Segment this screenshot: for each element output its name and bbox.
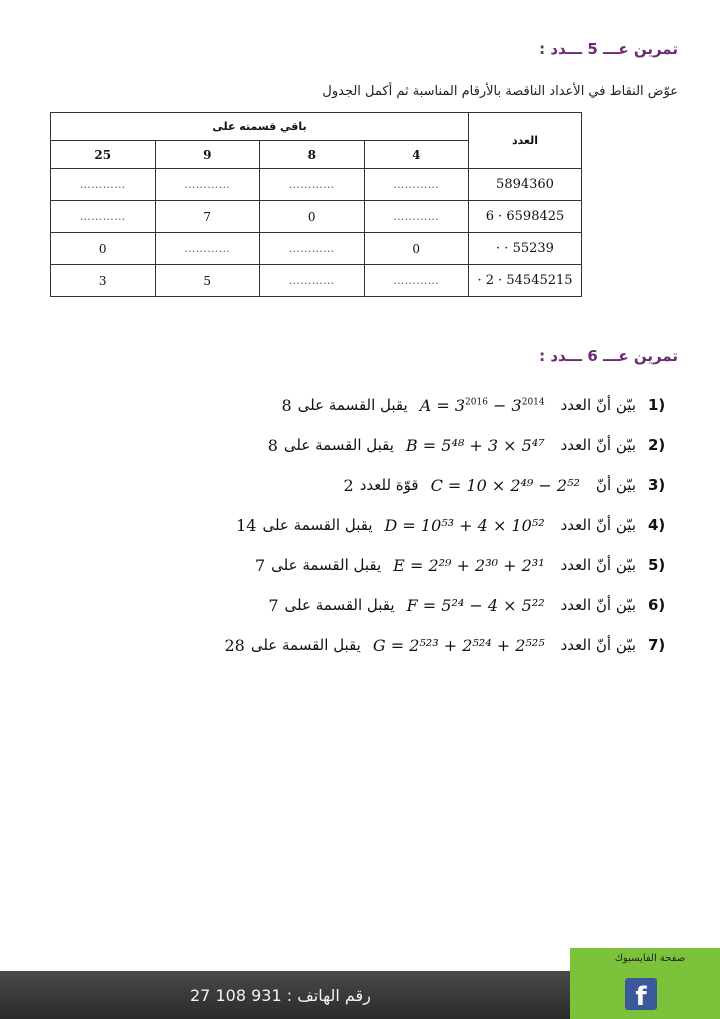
list-item — [110, 625, 670, 665]
number-cell: 55239 · · — [469, 233, 582, 265]
remainder-cell: ………… — [260, 169, 365, 201]
exercise-5-instruction: عوّض النقاط في الأعداد الناقصة بالأرقام المناسبة ثم أكمل الجدول — [322, 84, 678, 99]
item-expression: $A = 3^{2016} - 3^{2014}$ — [419, 395, 545, 415]
item-expression: E = 2²⁹ + 2³⁰ + 2³¹ — [393, 555, 545, 575]
item-suffix: يقبل القسمة على — [284, 596, 395, 614]
divisor-header: 9 — [155, 141, 260, 169]
item-expression: G = 2⁵²³ + 2⁵²⁴ + 2⁵²⁵ — [372, 635, 545, 655]
number-header: العدد — [469, 113, 582, 169]
remainder-cell: ………… — [155, 233, 260, 265]
number-cell: 6598425 · 6 — [469, 201, 582, 233]
expr-base: 3 — [454, 395, 466, 415]
expr-exponent: 2014 — [521, 397, 545, 408]
item-prefix: بيّن أنّ العدد — [560, 436, 636, 454]
item-index: 6) — [648, 596, 666, 614]
list-item — [110, 425, 670, 465]
item-prefix: بيّن أنّ العدد — [560, 556, 636, 574]
item-index: 3) — [648, 476, 666, 494]
remainder-cell: ………… — [260, 265, 365, 297]
item-suffix: يقبل القسمة على — [297, 396, 408, 414]
item-number: 14 — [236, 515, 257, 535]
exercise-6-list — [110, 385, 670, 665]
remainder-cell: ………… — [364, 169, 469, 201]
item-expression: B = 5⁴⁸ + 3 × 5⁴⁷ — [405, 435, 545, 455]
expr-lhs: G — [372, 635, 386, 655]
list-item — [110, 585, 670, 625]
expr-lhs: F — [406, 595, 418, 615]
expr-base: 3 — [511, 395, 522, 415]
remainder-cell: ………… — [364, 265, 469, 297]
exercise-6-title: تمرين عـــ 6 ـــدد : — [539, 347, 678, 365]
expr-lhs: C — [430, 475, 443, 495]
expr-body: 2⁵²³ + 2⁵²⁴ + 2⁵²⁵ — [409, 635, 545, 655]
item-expression: D = 10⁵³ + 4 × 10⁵² — [384, 515, 545, 535]
remainder-cell: 0 — [364, 233, 469, 265]
item-prefix: بيّن أنّ العدد — [560, 516, 636, 534]
item-number: 8 — [281, 395, 292, 415]
expr-lhs: D — [384, 515, 398, 535]
facebook-label: صفحة الفايسبوك — [614, 953, 686, 964]
expr-exponent: 2016 — [465, 397, 488, 408]
item-expression: F = 5²⁴ − 4 × 5²² — [406, 595, 545, 615]
table-row — [51, 169, 582, 201]
expr-lhs: E — [393, 555, 405, 575]
item-prefix: بيّن أنّ العدد — [560, 596, 636, 614]
remainders-table — [50, 112, 582, 297]
remainder-cell: ………… — [364, 201, 469, 233]
facebook-icon[interactable]: f — [625, 978, 657, 1010]
expr-body: 10 × 2⁴⁹ − 2⁵² — [466, 475, 580, 495]
list-item — [110, 465, 670, 505]
item-prefix: بيّن أنّ — [595, 476, 636, 494]
item-suffix: يقبل القسمة على — [262, 516, 373, 534]
item-index: 2) — [648, 436, 666, 454]
item-prefix: بيّن أنّ العدد — [560, 396, 636, 414]
item-suffix: يقبل القسمة على — [283, 436, 394, 454]
item-index: 1) — [648, 396, 666, 414]
remainder-cell: 5 — [155, 265, 260, 297]
divisor-header: 4 — [364, 141, 469, 169]
remainder-header: باقي قسمته على — [51, 113, 469, 141]
item-suffix: قوّة للعدد — [359, 476, 419, 494]
list-item — [110, 505, 670, 545]
item-prefix: بيّن أنّ العدد — [560, 636, 636, 654]
list-item — [110, 545, 670, 585]
item-suffix: يقبل القسمة على — [250, 636, 361, 654]
remainder-cell: 7 — [155, 201, 260, 233]
number-cell: 54545215 · 2 · — [469, 265, 582, 297]
item-index: 7) — [648, 636, 666, 654]
item-number: 7 — [268, 595, 279, 615]
list-item — [110, 385, 670, 425]
expr-body: 10⁵³ + 4 × 10⁵² — [420, 515, 545, 535]
remainder-cell: ………… — [51, 169, 156, 201]
item-number: 2 — [343, 475, 354, 495]
number-cell: 5894360 — [469, 169, 582, 201]
exercise-5-title: تمرين عـــ 5 ـــدد : — [539, 40, 678, 58]
table-row — [51, 265, 582, 297]
item-number: 8 — [267, 435, 278, 455]
item-expression: C = 10 × 2⁴⁹ − 2⁵² — [430, 475, 580, 495]
remainder-cell: ………… — [51, 201, 156, 233]
expr-operator: − — [493, 395, 507, 415]
remainder-cell: ………… — [155, 169, 260, 201]
remainder-cell: ………… — [260, 233, 365, 265]
divisor-header: 25 — [51, 141, 156, 169]
expr-body: 5⁴⁸ + 3 × 5⁴⁷ — [441, 435, 545, 455]
table-row — [51, 233, 582, 265]
remainder-cell: 0 — [51, 233, 156, 265]
item-number: 7 — [254, 555, 266, 575]
expr-lhs: B — [405, 435, 418, 455]
footer-phone: رقم الهاتف : 931 108 27 — [190, 986, 371, 1005]
remainder-cell: 0 — [260, 201, 365, 233]
item-index: 4) — [648, 516, 666, 534]
remainder-cell: 3 — [51, 265, 156, 297]
item-index: 5) — [648, 556, 666, 574]
expr-body: 5²⁴ − 4 × 5²² — [441, 595, 545, 615]
table-row — [51, 201, 582, 233]
item-suffix: يقبل القسمة على — [271, 556, 382, 574]
expr-body: 2²⁹ + 2³⁰ + 2³¹ — [428, 555, 545, 575]
item-number: 28 — [224, 635, 245, 655]
expr-lhs: A — [419, 395, 432, 415]
divisor-header: 8 — [260, 141, 365, 169]
